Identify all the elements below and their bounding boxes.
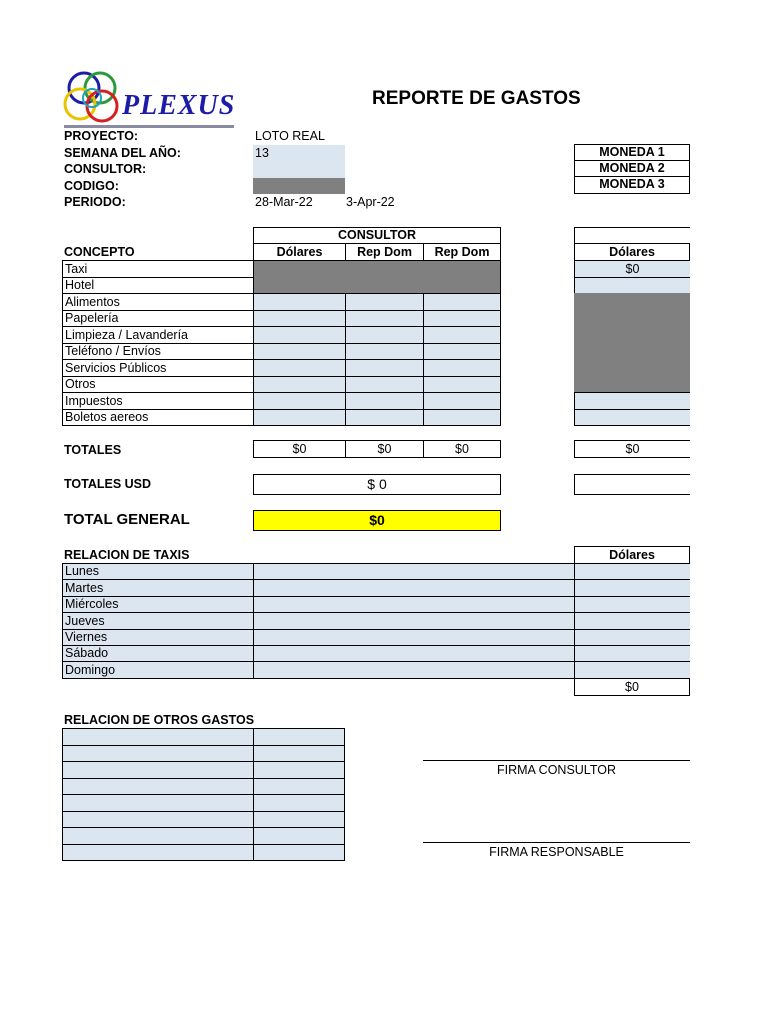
firma-consultor-line xyxy=(423,760,690,761)
expense-cell[interactable] xyxy=(423,326,501,344)
periodo-start: 28-Mar-22 xyxy=(255,195,313,209)
expense-cell[interactable] xyxy=(423,376,501,393)
expense-row-label: Otros xyxy=(62,376,254,393)
taxi-detail-cell[interactable] xyxy=(253,596,575,613)
totales-label: TOTALES xyxy=(64,443,122,457)
concepto-header: CONCEPTO xyxy=(64,245,135,259)
col-dolares-header: Dólares xyxy=(253,243,346,261)
expense-cell[interactable] xyxy=(253,359,346,377)
expense-right-cell xyxy=(574,376,690,393)
taxi-day-label: Martes xyxy=(62,579,254,597)
expense-cell[interactable] xyxy=(253,376,346,393)
otros-gastos-desc-cell[interactable] xyxy=(62,811,254,828)
expense-cell[interactable] xyxy=(423,359,501,377)
proyecto-value: LOTO REAL xyxy=(255,129,325,143)
otros-gastos-title: RELACION DE OTROS GASTOS xyxy=(64,713,255,727)
moneda-3: MONEDA 3 xyxy=(574,176,690,194)
expense-cell[interactable] xyxy=(253,326,346,344)
taxi-detail-cell[interactable] xyxy=(253,629,575,646)
taxi-detail-cell[interactable] xyxy=(253,563,575,580)
expense-cell[interactable] xyxy=(345,392,424,410)
semana-value: 13 xyxy=(255,146,269,160)
expense-row-label: Boletos aereos xyxy=(62,409,254,426)
taxi-detail-cell[interactable] xyxy=(253,579,575,597)
periodo-end: 3-Apr-22 xyxy=(346,195,395,209)
expense-right-cell[interactable] xyxy=(574,277,690,294)
expense-cell[interactable] xyxy=(345,409,424,426)
expense-row-label: Taxi xyxy=(62,260,254,278)
taxi-amount-cell[interactable] xyxy=(574,579,690,597)
codigo-label: CODIGO: xyxy=(64,179,119,193)
taxi-amount-cell[interactable] xyxy=(574,596,690,613)
expense-cell[interactable] xyxy=(423,392,501,410)
rings-logo-icon xyxy=(62,68,122,128)
otros-gastos-amount-cell[interactable] xyxy=(253,728,345,746)
taxi-amount-cell[interactable] xyxy=(574,612,690,630)
col-repdom2-header: Rep Dom xyxy=(423,243,501,261)
expense-right-cell xyxy=(574,310,690,327)
consultor-label: CONSULTOR: xyxy=(64,162,147,176)
taxis-title: RELACION DE TAXIS xyxy=(64,548,190,562)
expense-right-cell[interactable] xyxy=(574,392,690,410)
otros-gastos-desc-cell[interactable] xyxy=(62,844,254,861)
otros-gastos-amount-cell[interactable] xyxy=(253,827,345,845)
otros-gastos-amount-cell[interactable] xyxy=(253,778,345,795)
total-general-label: TOTAL GENERAL xyxy=(64,511,190,528)
expense-cell[interactable] xyxy=(423,310,501,327)
expense-row-label: Limpieza / Lavandería xyxy=(62,326,254,344)
firma-responsable-line xyxy=(423,842,690,843)
expense-cell[interactable] xyxy=(423,409,501,426)
taxi-amount-cell[interactable] xyxy=(574,645,690,662)
taxis-total: $0 xyxy=(574,678,690,696)
taxi-day-label: Jueves xyxy=(62,612,254,630)
expense-cell[interactable] xyxy=(345,376,424,393)
otros-gastos-amount-cell[interactable] xyxy=(253,811,345,828)
taxi-detail-cell[interactable] xyxy=(253,661,575,679)
totales-usd-label: TOTALES USD xyxy=(64,477,152,491)
expense-right-cell[interactable] xyxy=(574,409,690,426)
page-title: REPORTE DE GASTOS xyxy=(372,88,581,109)
right-dolares-header: Dólares xyxy=(574,243,690,261)
expense-cell[interactable] xyxy=(423,293,501,311)
otros-gastos-desc-cell[interactable] xyxy=(62,827,254,845)
total-repdom1: $0 xyxy=(345,440,424,458)
firma-consultor-label: FIRMA CONSULTOR xyxy=(497,763,616,777)
taxi-day-label: Miércoles xyxy=(62,596,254,613)
totales-usd-right xyxy=(574,474,690,495)
total-repdom2: $0 xyxy=(423,440,501,458)
periodo-label: PERIODO: xyxy=(64,195,126,209)
consultor-group-header: CONSULTOR xyxy=(253,227,501,244)
otros-gastos-amount-cell[interactable] xyxy=(253,794,345,812)
taxi-day-label: Domingo xyxy=(62,661,254,679)
expense-cell[interactable] xyxy=(345,310,424,327)
otros-gastos-amount-cell[interactable] xyxy=(253,844,345,861)
expense-cell[interactable] xyxy=(253,409,346,426)
expense-cell[interactable] xyxy=(345,293,424,311)
total-dolares: $0 xyxy=(253,440,346,458)
expense-cell[interactable] xyxy=(253,392,346,410)
otros-gastos-desc-cell[interactable] xyxy=(62,745,254,762)
plexus-logo xyxy=(62,68,242,130)
taxis-dolares-header: Dólares xyxy=(574,546,690,564)
expense-row-label: Teléfono / Envíos xyxy=(62,343,254,360)
total-general-value: $0 xyxy=(253,510,501,531)
expense-right-cell xyxy=(574,343,690,360)
expense-cell[interactable] xyxy=(423,343,501,360)
moneda-2: MONEDA 2 xyxy=(574,160,690,177)
expense-row-label: Hotel xyxy=(62,277,254,294)
moneda-1: MONEDA 1 xyxy=(574,144,690,161)
otros-gastos-amount-cell[interactable] xyxy=(253,745,345,762)
otros-gastos-desc-cell[interactable] xyxy=(62,794,254,812)
proyecto-label: PROYECTO: xyxy=(64,129,139,143)
expense-row-label: Papelería xyxy=(62,310,254,327)
firma-responsable-label: FIRMA RESPONSABLE xyxy=(489,845,624,859)
total-right: $0 xyxy=(574,440,690,458)
totales-usd-value: $ 0 xyxy=(253,474,501,495)
expense-right-cell xyxy=(574,326,690,344)
expense-right-cell xyxy=(574,293,690,311)
expense-cell[interactable] xyxy=(345,359,424,377)
taxi-detail-cell[interactable] xyxy=(253,612,575,630)
gray-block-border xyxy=(253,260,501,294)
expense-cell[interactable] xyxy=(253,293,346,311)
col-repdom1-header: Rep Dom xyxy=(345,243,424,261)
expense-row-label: Impuestos xyxy=(62,392,254,410)
taxi-amount-cell[interactable] xyxy=(574,563,690,580)
taxi-amount-cell[interactable] xyxy=(574,661,690,679)
expense-cell[interactable] xyxy=(345,326,424,344)
otros-gastos-desc-cell[interactable] xyxy=(62,728,254,746)
expense-row-label: Alimentos xyxy=(62,293,254,311)
right-group-header xyxy=(574,227,690,244)
taxi-day-label: Lunes xyxy=(62,563,254,580)
semana-label: SEMANA DEL AÑO: xyxy=(64,146,181,160)
brand-name: PLEXUS xyxy=(122,90,236,121)
otros-gastos-desc-cell[interactable] xyxy=(62,761,254,779)
otros-gastos-desc-cell[interactable] xyxy=(62,778,254,795)
expense-right-cell[interactable]: $0 xyxy=(574,260,690,278)
expense-cell[interactable] xyxy=(253,310,346,327)
expense-cell[interactable] xyxy=(345,343,424,360)
taxi-amount-cell[interactable] xyxy=(574,629,690,646)
codigo-field xyxy=(253,178,345,194)
expense-right-cell xyxy=(574,359,690,377)
taxi-detail-cell[interactable] xyxy=(253,645,575,662)
taxi-day-label: Viernes xyxy=(62,629,254,646)
taxi-day-label: Sábado xyxy=(62,645,254,662)
expense-row-label: Servicios Públicos xyxy=(62,359,254,377)
otros-gastos-amount-cell[interactable] xyxy=(253,761,345,779)
expense-cell[interactable] xyxy=(253,343,346,360)
